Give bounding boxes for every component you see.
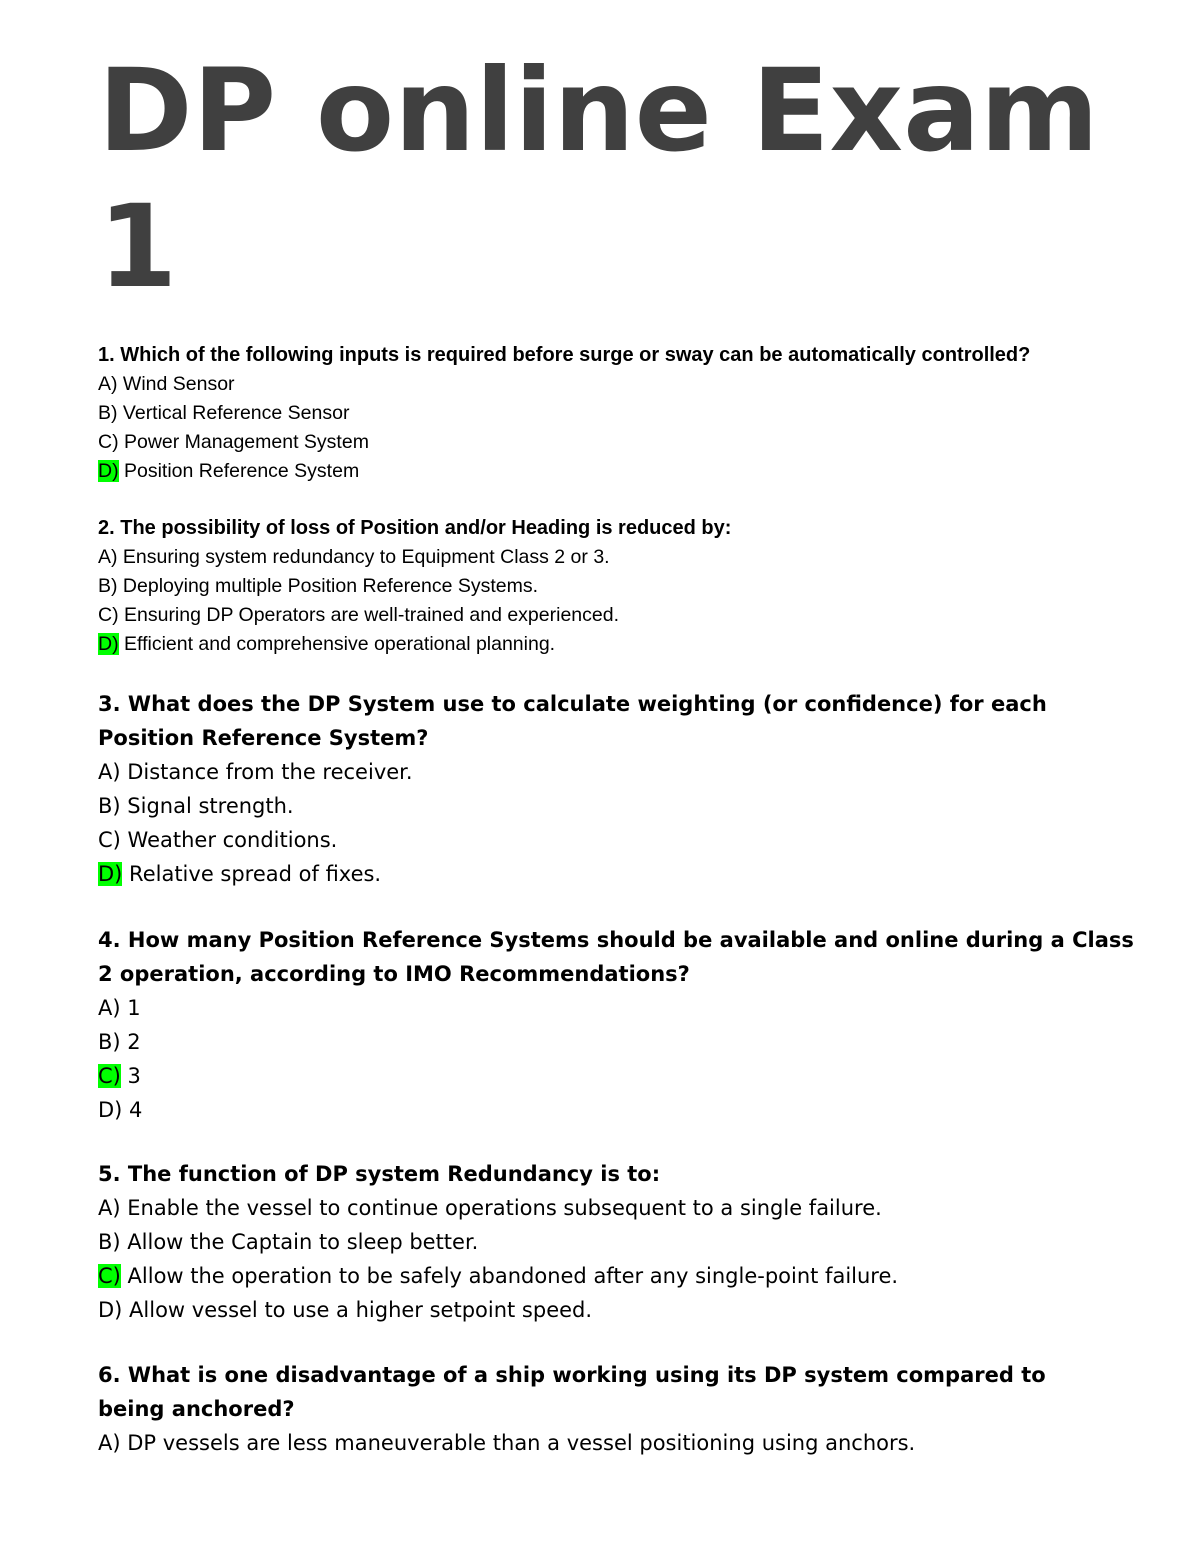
option-c: C) Weather conditions.	[98, 828, 338, 852]
option-b: B) Vertical Reference Sensor	[98, 402, 350, 424]
question-5	[98, 1157, 1158, 1327]
option-a: A) Distance from the receiver.	[98, 760, 413, 784]
question-3	[98, 687, 1138, 891]
option-a: A) DP vessels are less maneuverable than a vessel positioning using anchors.	[98, 1431, 916, 1455]
option-c: C) Ensuring DP Operators are well-trained and experienced.	[98, 604, 619, 626]
option-c: C) 3	[98, 1064, 141, 1088]
option-b: B) Signal strength.	[98, 794, 294, 818]
option-d: D) Relative spread of fixes.	[98, 862, 382, 886]
question-1	[98, 341, 1158, 486]
option-a: A) Enable the vessel to continue operations subsequent to a single failure.	[98, 1196, 882, 1220]
option-d: D) Allow vessel to use a higher setpoint speed.	[98, 1298, 593, 1322]
option-b: B) 2	[98, 1030, 141, 1054]
document-page	[98, 0, 1158, 1455]
question-stem: 3. What does the DP System use to calculate weighting (or confidence) for each Position Reference System?	[98, 692, 1047, 750]
answer-highlight: D)	[98, 633, 119, 655]
question-stem: 2. The possibility of loss of Position and/or Heading is reduced by:	[98, 517, 732, 539]
question-stem: 6. What is one disadvantage of a ship working using its DP system compared to being anchored?	[98, 1363, 1046, 1421]
answer-highlight: C)	[98, 1064, 121, 1088]
option-d: D) 4	[98, 1098, 143, 1122]
option-a: A) Wind Sensor	[98, 373, 235, 395]
answer-highlight: D)	[98, 862, 123, 886]
option-b: B) Allow the Captain to sleep better.	[98, 1230, 479, 1254]
question-6	[98, 1358, 1098, 1460]
option-b: B) Deploying multiple Position Reference Systems.	[98, 575, 539, 597]
question-4	[98, 923, 1138, 1127]
question-stem: 4. How many Position Reference Systems should be available and online during a Class 2 operation, according to IMO Recommendations?	[98, 928, 1134, 986]
answer-highlight: C)	[98, 1264, 121, 1288]
option-d: D) Efficient and comprehensive operational planning.	[98, 633, 556, 655]
question-stem: 5. The function of DP system Redundancy is to:	[98, 1162, 661, 1186]
option-a: A) 1	[98, 996, 141, 1020]
question-2	[98, 514, 1158, 659]
question-stem: 1. Which of the following inputs is required before surge or sway can be automatically controlled?	[98, 344, 1031, 366]
option-a: A) Ensuring system redundancy to Equipment Class 2 or 3.	[98, 546, 610, 568]
option-c: C) Power Management System	[98, 431, 369, 453]
option-c: C) Allow the operation to be safely abandoned after any single-point failure.	[98, 1264, 899, 1288]
answer-highlight: D)	[98, 460, 119, 482]
option-d: D) Position Reference System	[98, 460, 360, 482]
document-title: DP online Exam 1	[98, 44, 1099, 313]
